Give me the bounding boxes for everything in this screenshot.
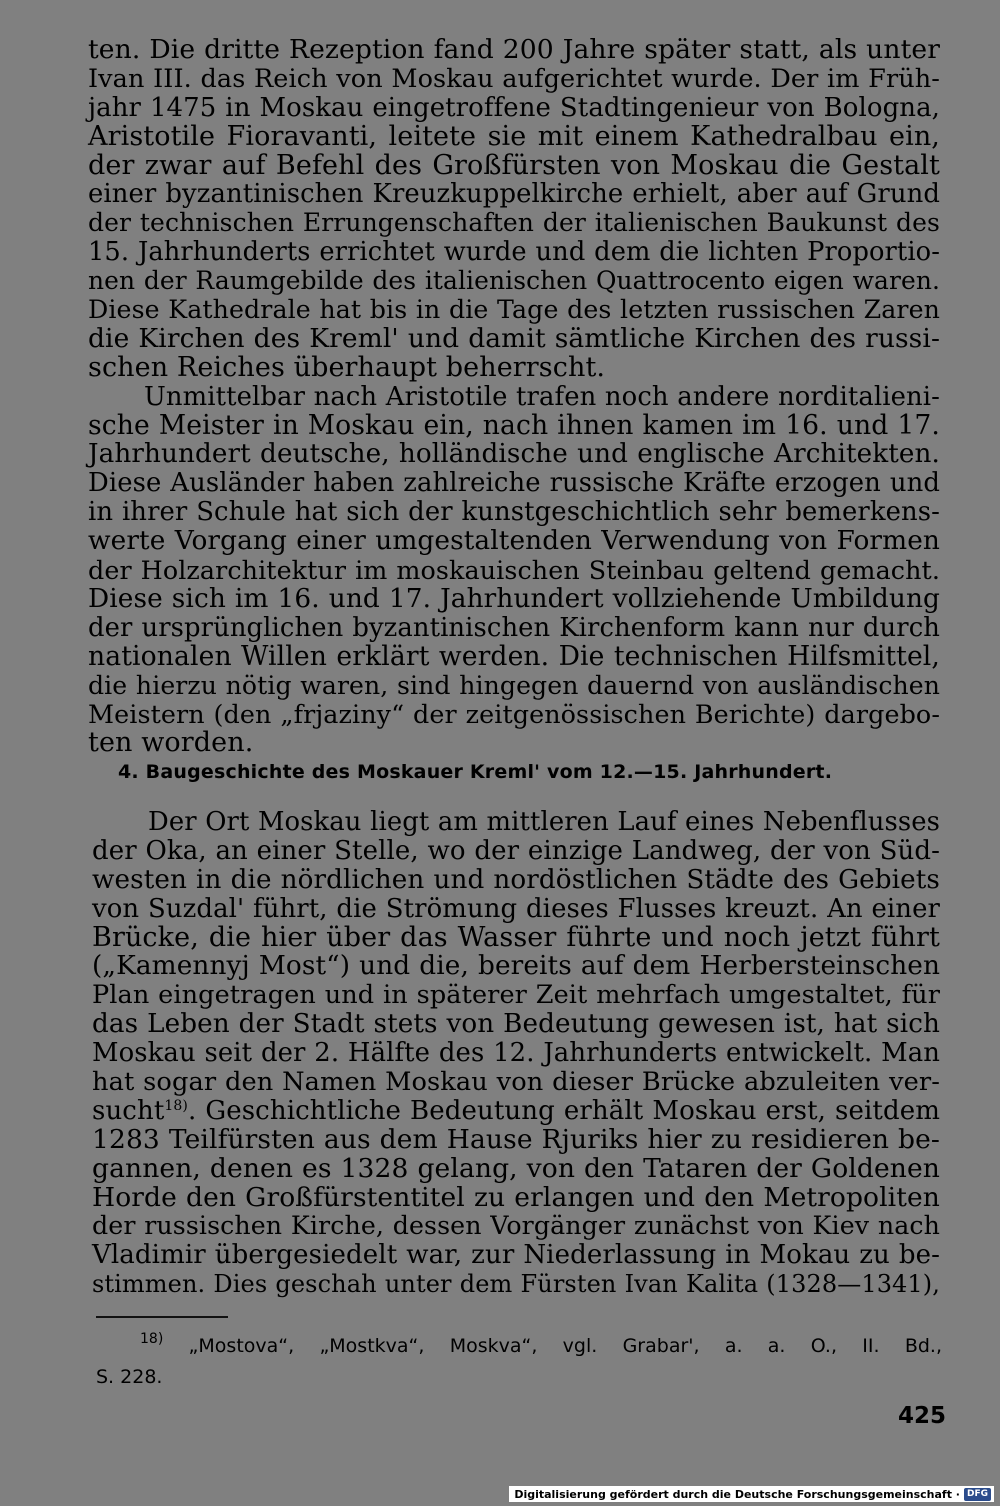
text-line: Plan eingetragen und in späterer Zeit mehrfach umgestaltet, für (92, 980, 940, 1011)
text-line: schen Reiches überhaupt beherrscht. (88, 351, 606, 383)
footnote-text: „Mostova“, „Mostkva“, Moskva“, vgl. Grabar', a. a. O., II. Bd., (163, 1335, 942, 1357)
text-line: der technischen Errungenschaften der italienischen Baukunst des (88, 208, 940, 238)
dfg-logo: DFG (964, 1488, 991, 1501)
text-line: Vladimir übergesiedelt war, zur Niederlassung in Mokau zu be- (92, 1240, 940, 1271)
text-line: werte Vorgang einer umgestaltenden Verwendung von Formen (88, 526, 940, 557)
text-line: der ursprünglichen byzantinischen Kirchenform kann nur durch (88, 612, 940, 643)
text-line: jahr 1475 in Moskau eingetroffene Stadtingenieur von Bologna, (88, 92, 940, 123)
text-line-with-footnote-ref (92, 1097, 940, 1126)
text-line: von Suzdal' führt, die Strömung dieses Flusses kreuzt. An einer (92, 893, 940, 924)
text-line: die hierzu nötig waren, sind hingegen dauernd von ausländischen (88, 670, 940, 700)
paragraph-2 (88, 383, 940, 759)
text-line: der zwar auf Befehl des Großfürsten von Moskau die Gestalt (88, 149, 940, 181)
section-heading: 4. Baugeschichte des Moskauer Kreml' vom 12.—15. Jahrhundert. (118, 761, 833, 783)
text-line: Diese Ausländer haben zahlreiche russische Kräfte erzogen und (88, 468, 940, 499)
footnote-separator (96, 1316, 228, 1318)
text-line: 1283 Teilfürsten aus dem Hause Rjuriks hier zu residieren be- (92, 1123, 940, 1155)
text-line: Horde den Großfürstentitel zu erlangen und den Metropoliten (92, 1181, 940, 1213)
paragraph-3 (92, 808, 940, 1097)
footnote-marker: 18) (140, 1331, 164, 1347)
text-line: Brücke, die hier über das Wasser führte und noch jetzt führt (92, 921, 940, 953)
text-line: der Holzarchitektur im moskauischen Steinbau geltend gemacht. (88, 555, 940, 586)
page-number: 425 (898, 1403, 947, 1429)
text-line: nationalen Willen erklärt werden. Die technischen Hilfsmittel, (88, 640, 940, 672)
text-line: („Kamennyj Most“) und die, bereits auf dem Herbersteinschen (92, 951, 940, 982)
text-line: Der Ort Moskau liegt am mittleren Lauf eines Nebenflusses (148, 807, 940, 837)
text-line: Aristotile Fioravanti, leitete sie mit einem Kathedralbau ein, (88, 120, 940, 152)
section-body (92, 808, 940, 1299)
text-line: die Kirchen des Kreml' und damit sämtliche Kirchen des russi- (88, 322, 940, 354)
text-line: sche Meister in Moskau ein, nach ihnen kamen im 16. und 17. (88, 409, 940, 441)
text-line: hat sogar den Namen Moskau von dieser Brücke abzuleiten ver- (92, 1067, 940, 1098)
footnote-reference: 18) (164, 1097, 188, 1114)
footnote (96, 1331, 942, 1393)
text-line: ten worden. (88, 727, 254, 759)
text-line: Ivan III. das Reich von Moskau aufgerichtet wurde. Der im Früh- (88, 63, 940, 94)
footnote-line: S. 228. (96, 1366, 163, 1388)
text-line: der russischen Kirche, dessen Vorgänger zunächst von Kiev nach (92, 1211, 940, 1241)
text-line: Meistern (den „frjaziny“ der zeitgenössischen Berichte) dargebo- (88, 699, 940, 730)
footnote-line (96, 1331, 942, 1362)
text-line: einer byzantinischen Kreuzkuppelkirche erhielt, aber auf Grund (88, 179, 940, 210)
paragraph-3-continued (92, 1123, 940, 1299)
text-line: in ihrer Schule hat sich der kunstgeschichtlich sehr bemerkens- (88, 497, 940, 528)
text-line: der Oka, an einer Stelle, wo der einzige Landweg, der von Süd- (92, 835, 940, 866)
text-line: das Leben der Stadt stets von Bedeutung gewesen ist, hat sich (92, 1009, 940, 1040)
text-line: gannen, denen es 1328 gelang, von den Tataren der Goldenen (92, 1152, 940, 1184)
text-line: stimmen. Dies geschah unter dem Fürsten Ivan Kalita (1328—1341), (92, 1270, 940, 1299)
text-line: nen der Raumgebilde des italienischen Quattrocento eigen waren. (88, 266, 940, 296)
main-text-block (88, 36, 940, 758)
text-line: Jahrhundert deutsche, holländische und englische Architekten. (88, 439, 940, 470)
credit-text: Digitalisierung gefördert durch die Deutsche Forschungsgemeinschaft · (514, 1487, 960, 1501)
text-line: 15. Jahrhunderts errichtet wurde und dem die lichten Proportio- (88, 237, 940, 268)
text-line: ten. Die dritte Rezeption fand 200 Jahre später statt, als unter (88, 34, 940, 65)
line-text: . Geschichtliche Bedeutung erhält Moskau erst, seitdem (187, 1095, 940, 1126)
text-line: Diese sich im 16. und 17. Jahrhundert vollziehende Umbildung (88, 583, 940, 614)
text-line: westen in die nördlichen und nordöstlichen Städte des Gebiets (92, 864, 940, 895)
digitization-credit (509, 1486, 994, 1502)
paragraph-1 (88, 36, 940, 383)
text-line: Unmittelbar nach Aristotile trafen noch andere norditalieni- (144, 381, 940, 412)
text-line: Diese Kathedrale hat bis in die Tage des letzten russischen Zaren (88, 295, 940, 325)
text-line: Moskau seit der 2. Hälfte des 12. Jahrhunderts entwickelt. Man (92, 1038, 940, 1069)
line-text: sucht (92, 1095, 165, 1126)
